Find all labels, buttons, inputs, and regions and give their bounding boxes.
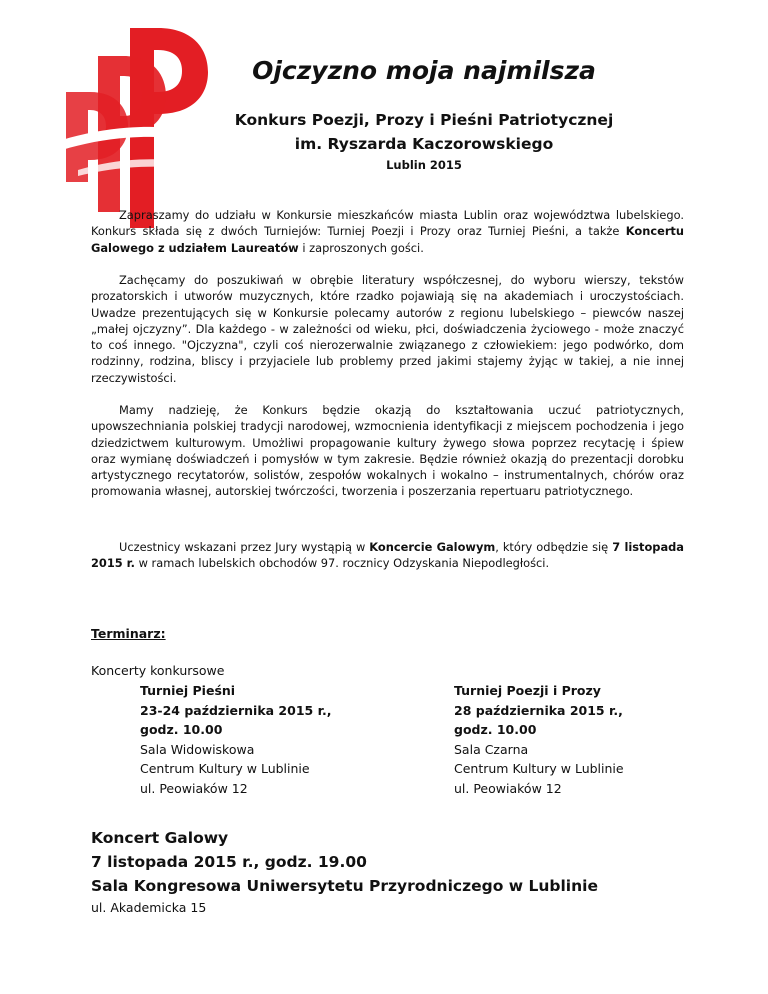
song-tournament-date: 23-24 października 2015 r., — [140, 702, 332, 718]
poetry-tournament-room: Sala Czarna — [454, 741, 529, 757]
gala-title: Koncert Galowy — [91, 829, 229, 847]
poetry-tournament-venue: Centrum Kultury w Lublinie — [454, 761, 624, 776]
gala-datetime: 7 listopada 2015 r., godz. 19.00 — [91, 853, 367, 871]
p4-text-e: w ramach lubelskich obchodów 97. rocznicy Odzyskania Niepodległości. — [135, 556, 550, 571]
song-tournament-room: Sala Widowiskowa — [140, 741, 255, 757]
p4-text-a: Uczestnicy wskazani przez Jury wystąpią w — [119, 540, 370, 554]
poetry-tournament-date: 28 października 2015 r., — [454, 702, 623, 718]
song-tournament-time: godz. 10.00 — [140, 722, 223, 737]
poetry-tournament-address: ul. Peowiaków 12 — [454, 780, 562, 796]
contest-year: Lublin 2015 — [386, 158, 462, 172]
p1-text-bold: Koncertu Galowego z udziałem Laureatów — [91, 224, 684, 255]
schedule-intro: Koncerty konkursowe — [91, 663, 225, 678]
song-tournament-block — [140, 681, 331, 798]
song-tournament-name: Turniej Pieśni — [140, 683, 236, 698]
p1-text-a: Zapraszamy do udziału w Konkursie mieszkańców miasta Lublin oraz województwa lubelskiego. Konkurs składa się z dwóch Turniejów: Turniej Poezji i Prozy oraz Turniej Pieśni, a także — [91, 208, 684, 239]
song-tournament-venue: Centrum Kultury w Lublinie — [140, 761, 310, 776]
gala-venue: Sala Kongresowa Uniwersytetu Przyrodniczego w Lublinie — [91, 877, 598, 895]
p1-text-c: i zaproszonych gości. — [298, 240, 424, 255]
p4-text-bold-concert: Koncercie Galowym — [369, 540, 496, 554]
contest-subtitle — [0, 108, 768, 156]
p4-text-bold-date: 7 listopada 2015 r. — [91, 540, 684, 571]
poetry-tournament-name: Turniej Poezji i Prozy — [454, 683, 601, 698]
participants-paragraph — [91, 539, 684, 572]
subtitle-line-2: im. Ryszarda Kaczorowskiego — [294, 135, 554, 153]
schedule-heading: Terminarz: — [91, 626, 166, 641]
poetry-tournament-time: godz. 10.00 — [454, 722, 537, 737]
song-tournament-address: ul. Peowiaków 12 — [140, 780, 248, 796]
poetry-tournament-block — [454, 681, 624, 798]
gala-address: ul. Akademicka 15 — [91, 900, 207, 915]
p4-text-c: , który odbędzie się — [495, 540, 613, 554]
goals-paragraph: Mamy nadzieję, że Konkurs będzie okazją do kształtowania uczuć patriotycznych, upowszechniania polskiej tradycji narodowej, wzmocnienia identyfikacji z miejscem pochodzenia i jego dziedzictwem kulturowym. Umożliwi propagowanie kultury żywego słowa poprzez recytację i śpiew oraz wymianę doświadczeń i pomysłów w tym zakresie. Będzie również okazją do prezentacji dorobku artystycznego recytatorów, solistów, zespołów wokalnych i wokalno – instrumentalnych, chórów oraz promowania własnej, autorskiej twórczości, tworzenia i poszerzania repertuaru patriotycznego. — [91, 403, 684, 499]
subtitle-line-1: Konkurs Poezji, Prozy i Pieśni Patriotycznej — [234, 111, 614, 129]
intro-paragraph — [91, 207, 684, 256]
literature-paragraph: Zachęcamy do poszukiwań w obrębie literatury współczesnej, do wyboru wierszy, tekstów prozatorskich i utworów muzycznych, które rzadko pojawiają się na akademiach i uroczystościach. Uwadze prezentujących się w Konkursie polecamy autorów z regionu lubelskiego – piewców naszej „małej ojczyzny”. Dla każdego - w zależności od wieku, płci, doświadczenia życiowego - może znaczyć to coś innego. "Ojczyzna", czyli coś nierozerwalnie związanego z człowiekiem: jego podwórko, dom rodzinny, rodzina, bliscy i przyjaciele lub problemy przed jakimi stajemy żyjąc w takiej, a nie innej rzeczywistości. — [91, 273, 684, 385]
gala-concert-block — [91, 826, 598, 918]
page-title: Ojczyzno moja najmilsza — [252, 56, 596, 85]
